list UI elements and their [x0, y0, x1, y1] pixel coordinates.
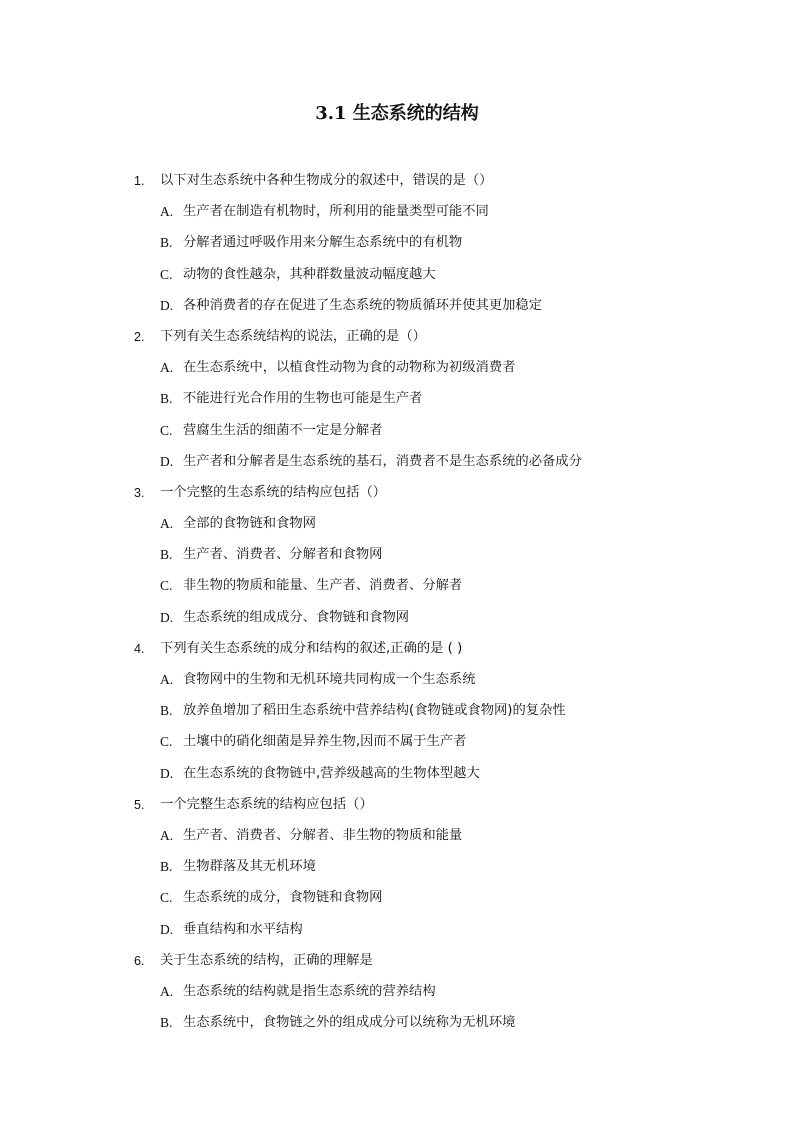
option-text: 全部的食物链和食物网	[183, 516, 316, 532]
question-stem-line	[0, 636, 794, 667]
question-number: 3.	[134, 485, 145, 500]
option-letter: B.	[160, 859, 173, 875]
option-text: 土壤中的硝化细菌是异养生物,因而不属于生产者	[183, 734, 467, 750]
option-text: 生产者、消费者、分解者和食物网	[183, 547, 383, 563]
option-text: 生态系统的结构就是指生态系统的营养结构	[183, 983, 436, 999]
option-line	[0, 605, 794, 636]
option-line	[0, 854, 794, 885]
question-stem: 下列有关生态系统结构的说法，正确的是（）	[160, 328, 426, 344]
question-list	[0, 168, 794, 1041]
option-text: 在生态系统中，以植食性动物为食的动物称为初级消费者	[183, 360, 516, 376]
option-text: 生态系统中，食物链之外的组成成分可以统称为无机环境	[183, 1015, 516, 1031]
option-letter: D.	[160, 765, 174, 781]
question-stem: 关于生态系统的结构，正确的理解是	[160, 952, 373, 968]
option-line	[0, 449, 794, 480]
option-line	[0, 979, 794, 1010]
option-line	[0, 293, 794, 324]
question-stem-line	[0, 324, 794, 355]
option-letter: C.	[160, 422, 173, 438]
option-line	[0, 355, 794, 386]
question-stem-line	[0, 948, 794, 979]
option-line	[0, 729, 794, 760]
option-text: 生态系统的成分，食物链和食物网	[183, 890, 383, 906]
option-letter: A.	[160, 360, 174, 376]
option-letter: C.	[160, 578, 173, 594]
question-stem-line	[0, 792, 794, 823]
option-letter: A.	[160, 983, 174, 999]
option-line	[0, 542, 794, 573]
option-text: 分解者通过呼吸作用来分解生态系统中的有机物	[183, 235, 463, 251]
option-letter: C.	[160, 266, 173, 282]
option-letter: B.	[160, 391, 173, 407]
option-text: 垂直结构和水平结构	[183, 921, 303, 937]
question-number: 2.	[134, 329, 145, 344]
option-letter: B.	[160, 235, 173, 251]
question-stem: 一个完整生态系统的结构应包括（）	[160, 796, 373, 812]
option-line	[0, 823, 794, 854]
option-line	[0, 386, 794, 417]
option-line	[0, 511, 794, 542]
option-text: 动物的食性越杂，其种群数量波动幅度越大	[183, 266, 436, 282]
question-stem: 下列有关生态系统的成分和结构的叙述,正确的是 ( )	[160, 640, 463, 656]
option-letter: D.	[160, 453, 174, 469]
option-letter: B.	[160, 1015, 173, 1031]
option-letter: A.	[160, 672, 174, 687]
option-letter: B.	[160, 547, 173, 563]
option-letter: C.	[160, 890, 173, 906]
option-line	[0, 698, 794, 729]
question-number: 4.	[134, 641, 145, 656]
option-letter: C.	[160, 734, 173, 750]
option-line	[0, 917, 794, 948]
option-letter: A.	[160, 516, 174, 532]
question-stem-line	[0, 168, 794, 199]
option-line	[0, 885, 794, 916]
option-line	[0, 199, 794, 230]
option-text: 各种消费者的存在促进了生态系统的物质循环并使其更加稳定	[183, 297, 543, 313]
option-text: 生产者、消费者、分解者、非生物的物质和能量	[183, 827, 463, 843]
option-line	[0, 230, 794, 261]
option-text: 放养鱼增加了稻田生态系统中营养结构(食物链或食物网)的复杂性	[183, 703, 566, 719]
option-line	[0, 667, 794, 698]
option-text: 食物网中的生物和无机环境共同构成一个生态系统	[183, 672, 476, 687]
option-letter: A.	[160, 204, 174, 220]
option-line	[0, 573, 794, 604]
option-text: 生产者和分解者是生态系统的基石，消费者不是生态系统的必备成分	[183, 453, 582, 469]
option-text: 非生物的物质和能量、生产者、消费者、分解者	[183, 578, 463, 594]
option-letter: A.	[160, 827, 174, 843]
option-letter: D.	[160, 297, 174, 313]
question-number: 1.	[134, 174, 145, 188]
option-text: 在生态系统的食物链中,营养级越高的生物体型越大	[183, 765, 480, 781]
option-text: 生物群落及其无机环境	[183, 859, 316, 875]
question-stem: 以下对生态系统中各种生物成分的叙述中，错误的是（）	[160, 173, 493, 188]
option-letter: B.	[160, 703, 173, 719]
option-line	[0, 262, 794, 293]
option-text: 生态系统的组成成分、食物链和食物网	[183, 609, 410, 625]
option-text: 营腐生生活的细菌不一定是分解者	[183, 422, 383, 438]
question-number: 5.	[134, 797, 145, 812]
option-line	[0, 418, 794, 449]
option-letter: D.	[160, 921, 174, 937]
question-number: 6.	[134, 953, 145, 968]
question-stem-line	[0, 480, 794, 511]
option-line	[0, 1010, 794, 1041]
option-letter: D.	[160, 609, 174, 625]
question-stem: 一个完整的生态系统的结构应包括（）	[160, 484, 387, 500]
option-text: 生产者在制造有机物时，所利用的能量类型可能不同	[183, 204, 489, 220]
option-text: 不能进行光合作用的生物也可能是生产者	[183, 391, 423, 407]
page-title: 3.1 生态系统的结构	[315, 103, 479, 124]
option-line	[0, 761, 794, 792]
